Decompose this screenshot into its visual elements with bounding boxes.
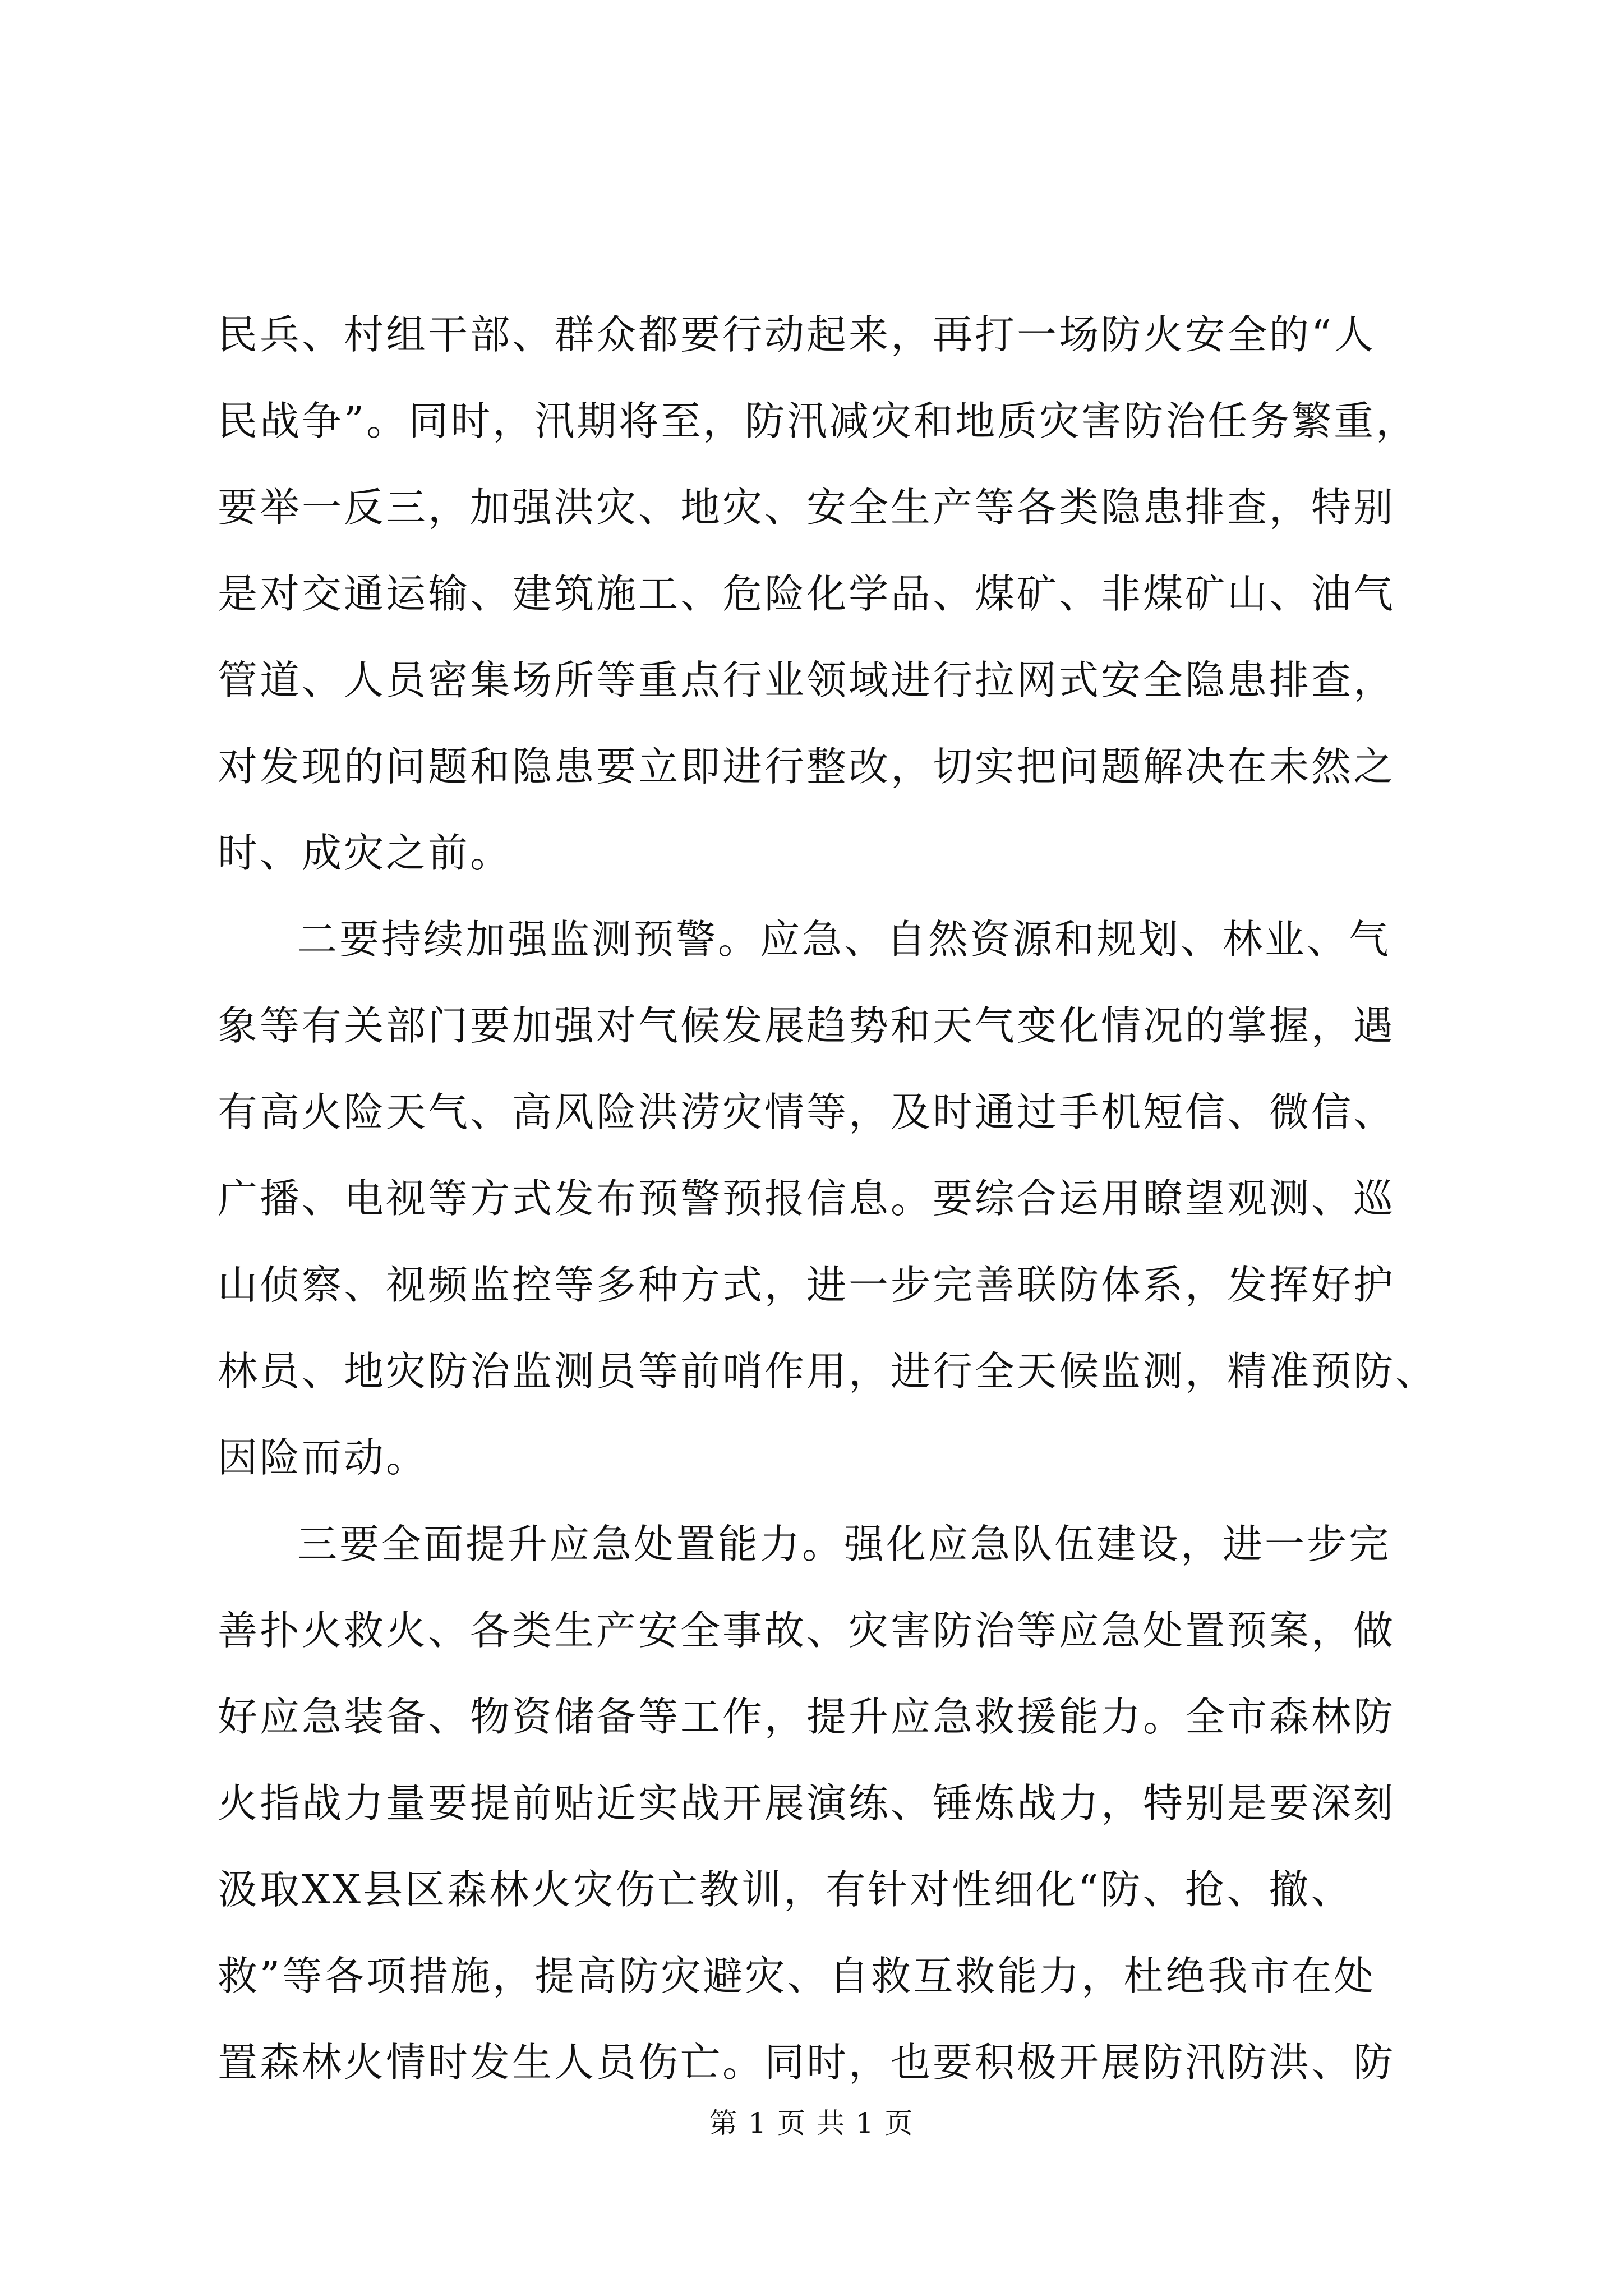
text-line: 山侦察、视频监控等多种方式，进一步完善联防体系，发挥好护 <box>218 1262 1396 1308</box>
paragraph-start-line: 二要持续加强监测预警。应急、自然资源和规划、林业、气 <box>297 916 1391 963</box>
text-line: 因险而动。 <box>218 1434 428 1481</box>
text-line: 善扑火救火、各类生产安全事故、灾害防治等应急处置预案，做 <box>218 1607 1396 1654</box>
text-line: 民兵、村组干部、群众都要行动起来，再打一场防火安全的“人 <box>218 311 1376 358</box>
text-line: 管道、人员密集场所等重点行业领域进行拉网式安全隐患排查， <box>218 657 1396 703</box>
page-footer <box>0 2101 1623 2141</box>
text-line: 林员、地灾防治监测员等前哨作用，进行全天候监测，精准预防、 <box>218 1348 1438 1395</box>
paragraph-start-line: 三要全面提升应急处置能力。强化应急队伍建设，进一步完 <box>297 1521 1391 1567</box>
text-line: 民战争”。同时，汛期将至，防汛减灾和地质灾害防治任务繁重， <box>218 398 1418 444</box>
body-text <box>218 292 1438 2106</box>
text-line: 有高火险天气、高风险洪涝灾情等，及时通过手机短信、微信、 <box>218 1089 1396 1135</box>
text-line: 好应急装备、物资储备等工作，提升应急救援能力。全市森林防 <box>218 1694 1396 1740</box>
text-line: 对发现的问题和隐患要立即进行整改，切实把问题解决在未然之 <box>218 743 1396 790</box>
text-line: 象等有关部门要加强对气候发展趋势和天气变化情况的掌握，遇 <box>218 1002 1396 1049</box>
text-line: 汲取XX县区森林火灾伤亡教训，有针对性细化“防、抢、撤、 <box>218 1866 1353 1913</box>
page-number-label: 第 1 页 共 1 页 <box>709 2107 914 2139</box>
text-line: 时、成灾之前。 <box>218 830 513 876</box>
text-line: 广播、电视等方式发布预警预报信息。要综合运用瞭望观测、巡 <box>218 1175 1396 1222</box>
text-line: 救”等各项措施，提高防灾避灾、自救互救能力，杜绝我市在处 <box>218 1953 1376 1999</box>
text-line: 火指战力量要提前贴近实战开展演练、锤炼战力，特别是要深刻 <box>218 1780 1396 1826</box>
text-line: 是对交通运输、建筑施工、危险化学品、煤矿、非煤矿山、油气 <box>218 570 1396 617</box>
text-line: 置森林火情时发生人员伤亡。同时，也要积极开展防汛防洪、防 <box>218 2039 1396 2086</box>
text-line: 要举一反三，加强洪灾、地灾、安全生产等各类隐患排查，特别 <box>218 484 1396 531</box>
